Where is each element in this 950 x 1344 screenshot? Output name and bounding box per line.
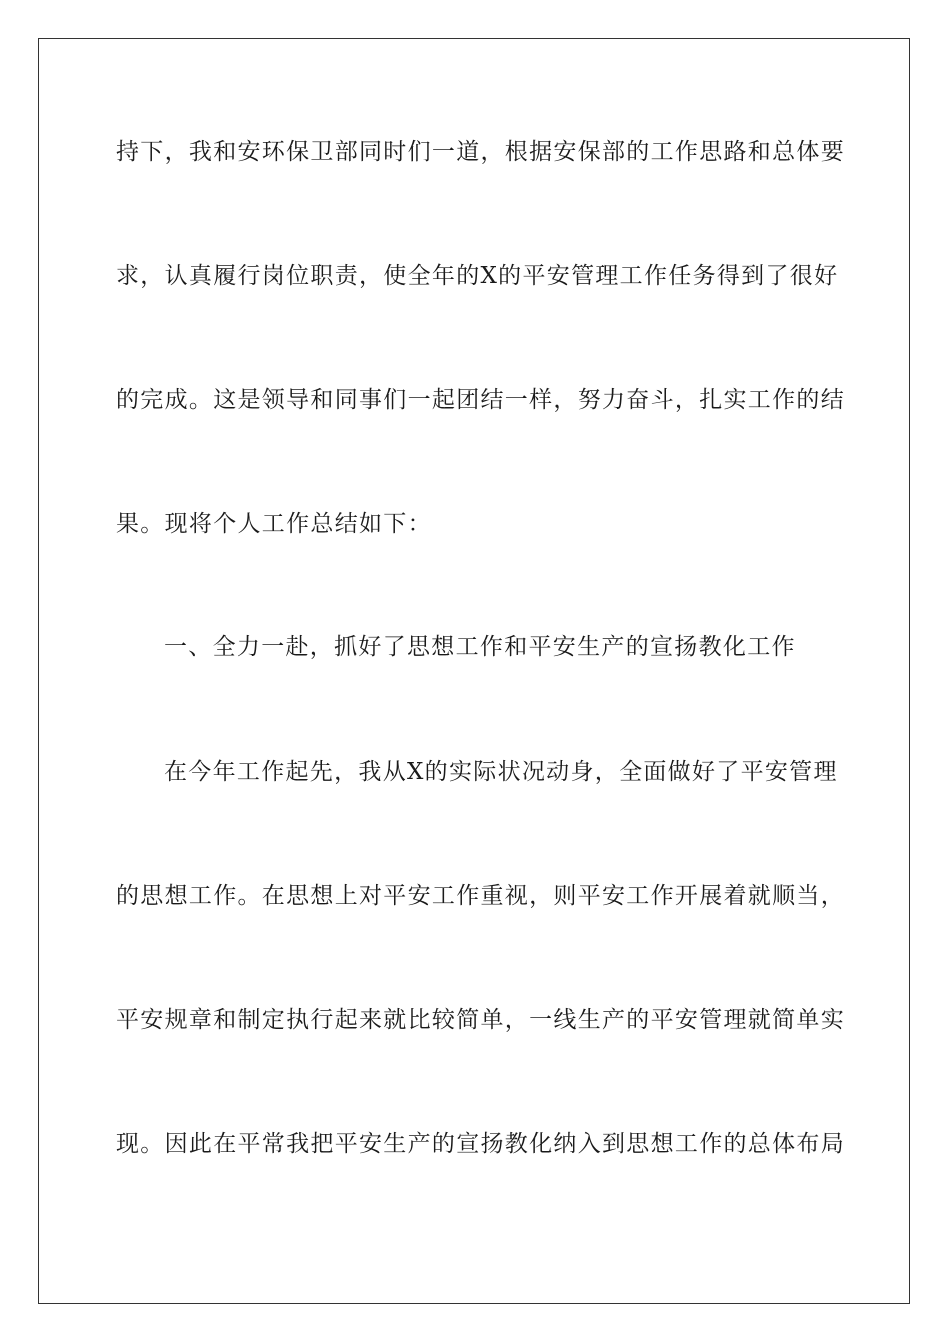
- text-line-2: 求，认真履行岗位职责，使全年的X的平安管理工作任务得到了很好: [116, 263, 839, 289]
- text-line-9: 现。因此在平常我把平安生产的宣扬教化纳入到思想工作的总体布局: [116, 1131, 845, 1157]
- page-border: [38, 38, 910, 1304]
- text-line-8: 平安规章和制定执行起来就比较简单，一线生产的平安管理就简单实: [116, 1007, 845, 1033]
- text-line-3: 的完成。这是领导和同事们一起团结一样，努力奋斗，扎实工作的结: [116, 387, 845, 413]
- text-line-6: 在今年工作起先，我从X的实际状况动身，全面做好了平安管理: [164, 759, 838, 785]
- text-line-7: 的思想工作。在思想上对平安工作重视，则平安工作开展着就顺当，: [116, 883, 845, 909]
- text-line-1: 持下，我和安环保卫部同时们一道，根据安保部的工作思路和总体要: [116, 139, 845, 165]
- text-line-4: 果。现将个人工作总结如下：: [116, 511, 432, 537]
- section-heading: 一、全力一赴，抓好了思想工作和平安生产的宣扬教化工作: [164, 634, 796, 660]
